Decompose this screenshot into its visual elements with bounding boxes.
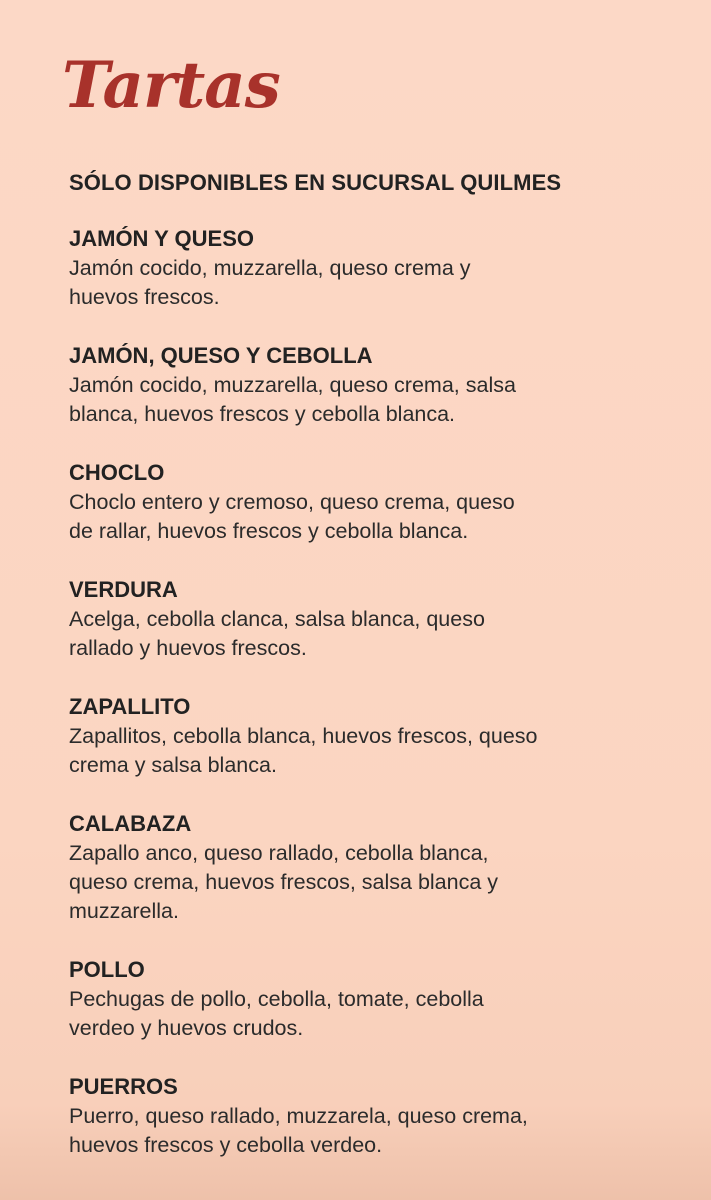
item-description-line: de rallar, huevos frescos y cebolla blanca.: [69, 519, 469, 543]
menu-item-jamon-queso-cebolla: [69, 341, 669, 429]
item-description-line: crema y salsa blanca.: [69, 753, 277, 777]
item-description-line: queso crema, huevos frescos, salsa blanca y: [69, 870, 499, 894]
item-description-line: Zapallo anco, queso rallado, cebolla blanca,: [69, 841, 489, 865]
item-description-line: Zapallitos, cebolla blanca, huevos frescos, queso: [69, 724, 538, 748]
item-description-line: Choclo entero y cremoso, queso crema, queso: [69, 490, 515, 514]
menu-item-calabaza: [69, 809, 669, 926]
item-name: CALABAZA: [69, 811, 192, 836]
item-name: JAMÓN, QUESO Y CEBOLLA: [69, 343, 373, 368]
item-name: ZAPALLITO: [69, 694, 191, 719]
menu-list: [69, 224, 669, 1189]
menu-item-puerros: [69, 1072, 669, 1160]
item-description-line: rallado y huevos frescos.: [69, 636, 307, 660]
item-description-line: muzzarella.: [69, 899, 179, 923]
item-name: PUERROS: [69, 1074, 178, 1099]
item-description-line: huevos frescos.: [69, 285, 220, 309]
item-description-line: verdeo y huevos crudos.: [69, 1016, 304, 1040]
menu-title: Tartas: [62, 48, 280, 123]
availability-note: SÓLO DISPONIBLES EN SUCURSAL QUILMES: [69, 170, 562, 195]
menu-item-zapallito: [69, 692, 669, 780]
item-description-line: blanca, huevos frescos y cebolla blanca.: [69, 402, 456, 426]
item-name: VERDURA: [69, 577, 178, 602]
menu-item-choclo: [69, 458, 669, 546]
item-name: POLLO: [69, 957, 145, 982]
item-description-line: Acelga, cebolla clanca, salsa blanca, queso: [69, 607, 485, 631]
item-description-line: Jamón cocido, muzzarella, queso crema y: [69, 256, 471, 280]
menu-item-pollo: [69, 955, 669, 1043]
item-description-line: Jamón cocido, muzzarella, queso crema, salsa: [69, 373, 516, 397]
item-description-line: Puerro, queso rallado, muzzarela, queso crema,: [69, 1104, 528, 1128]
item-name: CHOCLO: [69, 460, 165, 485]
item-name: JAMÓN Y QUESO: [69, 226, 255, 251]
menu-item-verdura: [69, 575, 669, 663]
item-description-line: Pechugas de pollo, cebolla, tomate, cebolla: [69, 987, 484, 1011]
item-description-line: huevos frescos y cebolla verdeo.: [69, 1133, 383, 1157]
menu-item-jamon-y-queso: [69, 224, 669, 312]
